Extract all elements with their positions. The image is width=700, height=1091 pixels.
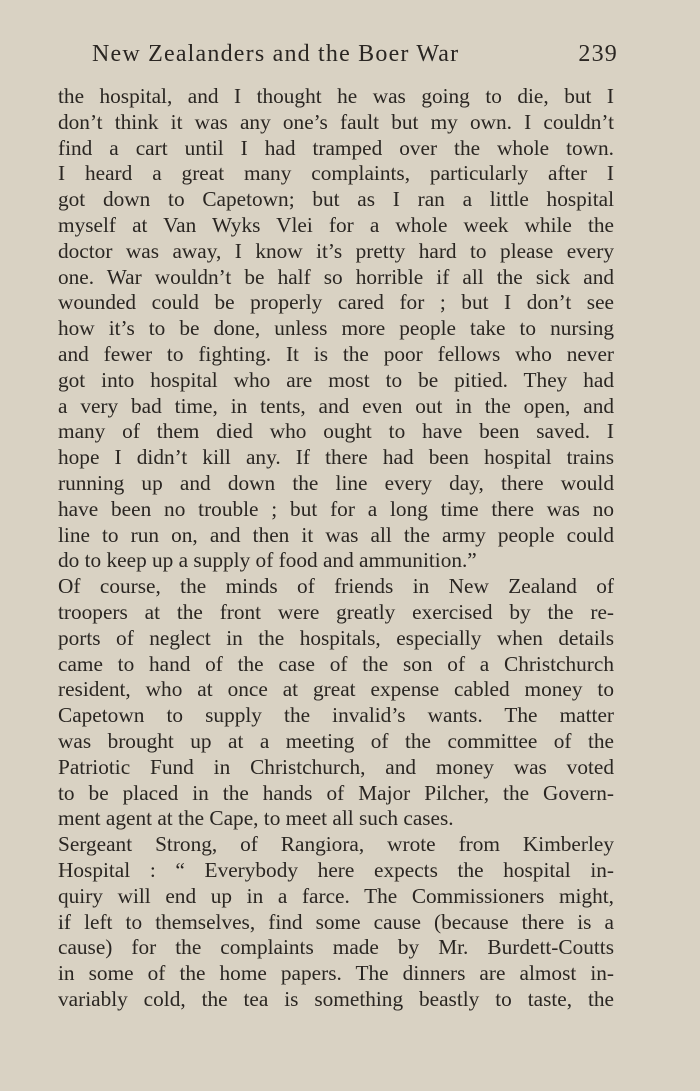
text-line: wounded could be properly cared for ; but I don’t see — [58, 290, 614, 315]
text-line: variably cold, the tea is something beastly to taste, the — [58, 986, 614, 1011]
text-line: doctor was away, I know it’s pretty hard to please every — [58, 238, 614, 263]
text-line: I heard a great many complaints, particularly after I — [58, 161, 614, 186]
running-head — [58, 36, 618, 72]
text-line: find a cart until I had tramped over the whole town. — [58, 135, 614, 160]
text-line: got into hospital who are most to be pitied. They had — [58, 367, 614, 392]
text-line: was brought up at a meeting of the committee of the — [58, 728, 614, 753]
text-line: got down to Capetown; but as I ran a little hospital — [58, 187, 614, 212]
text-line: do to keep up a supply of food and ammunition.” — [58, 548, 477, 573]
text-line: a very bad time, in tents, and even out in the open, and — [58, 393, 614, 418]
text-line: the hospital, and I thought he was going to die, but I — [58, 84, 614, 108]
text-line: troopers at the front were greatly exercised by the re- — [58, 599, 614, 624]
paragraph-start-line: Sergeant Strong, of Rangiora, wrote from Kimberley — [58, 832, 614, 857]
text-line: if left to themselves, find some cause (because there is a — [58, 909, 614, 934]
text-line: have been no trouble ; but for a long time there was no — [58, 496, 614, 521]
text-line: many of them died who ought to have been saved. I — [58, 419, 614, 444]
text-line: Capetown to supply the invalid’s wants. The matter — [58, 703, 614, 728]
text-line: cause) for the complaints made by Mr. Burdett-Coutts — [58, 935, 614, 960]
text-line: one. War wouldn’t be half so horrible if all the sick and — [58, 264, 614, 289]
running-head-title: New Zealanders and the Boer War — [92, 41, 460, 67]
text-line: to be placed in the hands of Major Pilcher, the Govern- — [58, 780, 614, 805]
text-line: running up and down the line every day, there would — [58, 470, 614, 495]
text-line: came to hand of the case of the son of a Christchurch — [58, 651, 614, 676]
text-line: and fewer to fighting. It is the poor fellows who never — [58, 341, 614, 366]
text-line: ports of neglect in the hospitals, especially when details — [58, 625, 614, 650]
text-line: resident, who at once at great expense cabled money to — [58, 677, 614, 702]
text-line: ment agent at the Cape, to meet all such cases. — [58, 806, 454, 831]
text-line: don’t think it was any one’s fault but my own. I couldn’t — [58, 109, 614, 134]
text-line: hope I didn’t kill any. If there had been hospital trains — [58, 445, 614, 470]
text-line: myself at Van Wyks Vlei for a whole week while the — [58, 212, 614, 237]
text-line: Patriotic Fund in Christchurch, and money was voted — [58, 754, 614, 779]
text-line: in some of the home papers. The dinners are almost in- — [58, 961, 614, 986]
page-number: 239 — [578, 41, 618, 67]
text-line: Hospital : “ Everybody here expects the hospital in- — [58, 857, 614, 882]
text-line: quiry will end up in a farce. The Commissioners might, — [58, 883, 614, 908]
text-line: line to run on, and then it was all the army people could — [58, 522, 614, 547]
paragraph-start-line: Of course, the minds of friends in New Zealand of — [58, 574, 614, 599]
body-text — [58, 84, 614, 1013]
text-line: how it’s to be done, unless more people take to nursing — [58, 316, 614, 341]
